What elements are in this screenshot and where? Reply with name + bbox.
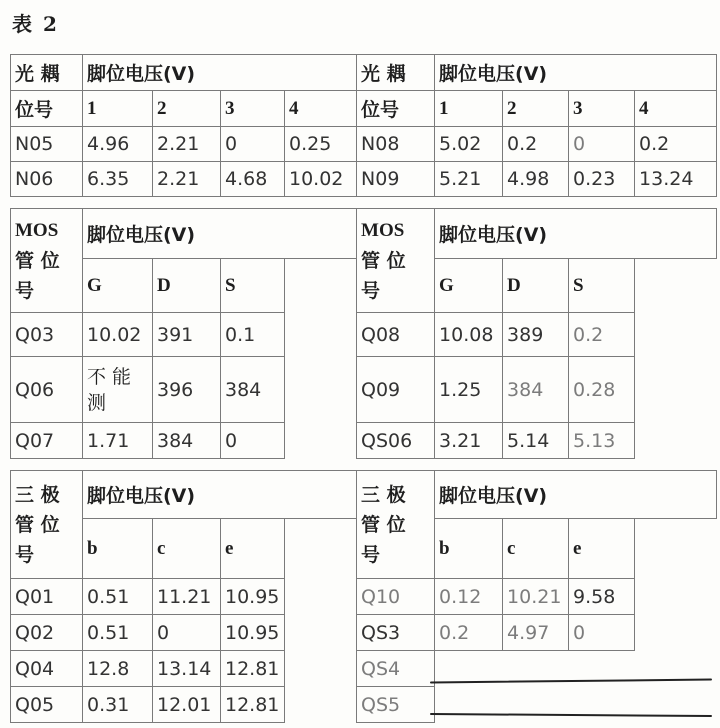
voltage-value: 0.1 <box>221 313 285 357</box>
opto-pin-left-4: 4 <box>285 91 357 127</box>
voltage-value: 12.8 <box>83 651 153 687</box>
transistor-voltage-header-left: 脚位电压(V) <box>83 471 357 519</box>
voltage-value: 4.98 <box>503 162 569 197</box>
empty-cell <box>285 519 357 579</box>
part-id: Q01 <box>11 579 83 615</box>
empty-cell <box>285 615 357 651</box>
voltage-value: 0.51 <box>83 615 153 651</box>
voltage-value: 0 <box>153 615 221 651</box>
voltage-value: 5.21 <box>435 162 503 197</box>
mos-pin-g-left: G <box>83 259 153 313</box>
voltage-value: 12.81 <box>221 651 285 687</box>
empty-cell <box>285 357 357 423</box>
empty-cell <box>635 423 717 459</box>
voltage-value: 0.51 <box>83 579 153 615</box>
voltage-value: 10.95 <box>221 615 285 651</box>
mos-voltage-header-right: 脚位电压(V) <box>435 209 717 259</box>
empty-cell <box>635 259 717 313</box>
empty-cell <box>635 313 717 357</box>
voltage-value: 5.13 <box>569 423 635 459</box>
voltage-value: 10.02 <box>83 313 153 357</box>
voltage-value: 0.31 <box>83 687 153 723</box>
mos-pin-g-right: G <box>435 259 503 313</box>
opto-label-left-2: 位号 <box>11 91 83 127</box>
voltage-value: 1.25 <box>435 357 503 423</box>
voltage-value: 391 <box>153 313 221 357</box>
table-row <box>11 127 717 162</box>
part-id: Q04 <box>11 651 83 687</box>
voltage-value: 4.68 <box>221 162 285 197</box>
empty-cell <box>635 519 717 579</box>
mos-pin-s-left: S <box>221 259 285 313</box>
part-id: Q03 <box>11 313 83 357</box>
mos-label-left: MOS 管 位 号 <box>11 209 83 313</box>
voltage-value: 6.35 <box>83 162 153 197</box>
voltage-value: 0 <box>221 127 285 162</box>
empty-cell <box>635 687 717 723</box>
empty-cell <box>285 313 357 357</box>
transistor-table <box>10 470 717 723</box>
voltage-value: 4.97 <box>503 615 569 651</box>
voltage-value: 389 <box>503 313 569 357</box>
voltage-value: 9.58 <box>569 579 635 615</box>
table-title: 表 2 <box>12 12 59 36</box>
voltage-value: 5.14 <box>503 423 569 459</box>
part-id: QS5 <box>357 687 435 723</box>
part-id: Q10 <box>357 579 435 615</box>
voltage-value: 12.01 <box>153 687 221 723</box>
voltage-value: 2.21 <box>153 162 221 197</box>
empty-cell <box>635 579 717 615</box>
voltage-value: 0 <box>221 423 285 459</box>
part-id: N05 <box>11 127 83 162</box>
voltage-value: 384 <box>153 423 221 459</box>
table-row <box>11 357 717 423</box>
empty-cell <box>503 687 569 723</box>
transistor-pin-e-right: e <box>569 519 635 579</box>
voltage-value: 11.21 <box>153 579 221 615</box>
empty-cell <box>285 651 357 687</box>
opto-pin-left-1: 1 <box>83 91 153 127</box>
voltage-value: 3.21 <box>435 423 503 459</box>
voltage-value: 0.2 <box>569 313 635 357</box>
opto-pin-right-2: 2 <box>503 91 569 127</box>
voltage-value: 5.02 <box>435 127 503 162</box>
voltage-value: 0.2 <box>503 127 569 162</box>
empty-cell <box>635 357 717 423</box>
opto-pin-right-3: 3 <box>569 91 635 127</box>
table-row <box>11 579 717 615</box>
part-id: Q09 <box>357 357 435 423</box>
mos-pin-s-right: S <box>569 259 635 313</box>
part-id: Q07 <box>11 423 83 459</box>
empty-cell <box>285 423 357 459</box>
voltage-value: 4.96 <box>83 127 153 162</box>
voltage-value: 396 <box>153 357 221 423</box>
part-id: Q05 <box>11 687 83 723</box>
transistor-pin-c-left: c <box>153 519 221 579</box>
opto-label-right-1: 光 耦 <box>357 55 435 91</box>
voltage-value: 0.23 <box>569 162 635 197</box>
empty-cell <box>285 579 357 615</box>
voltage-value: 0.28 <box>569 357 635 423</box>
opto-label-right-2: 位号 <box>357 91 435 127</box>
voltage-value: 12.81 <box>221 687 285 723</box>
part-id: Q08 <box>357 313 435 357</box>
transistor-label-right: 三 极 管 位 号 <box>357 471 435 579</box>
voltage-value: 0.2 <box>635 127 717 162</box>
opto-pin-left-3: 3 <box>221 91 285 127</box>
mos-pin-d-right: D <box>503 259 569 313</box>
voltage-value: 0.25 <box>285 127 357 162</box>
part-id: Q06 <box>11 357 83 423</box>
table-row <box>11 313 717 357</box>
voltage-value: 10.08 <box>435 313 503 357</box>
voltage-value: 13.24 <box>635 162 717 197</box>
part-id: N08 <box>357 127 435 162</box>
empty-cell <box>285 259 357 313</box>
transistor-pin-b-left: b <box>83 519 153 579</box>
voltage-value: 10.21 <box>503 579 569 615</box>
part-id: QS4 <box>357 651 435 687</box>
empty-cell <box>569 687 635 723</box>
voltage-value: 384 <box>221 357 285 423</box>
voltage-value: 2.21 <box>153 127 221 162</box>
opto-voltage-header-right: 脚位电压(V) <box>435 55 717 91</box>
opto-label-left-1: 光 耦 <box>11 55 83 91</box>
optocoupler-table <box>10 54 717 197</box>
table-row <box>11 687 717 723</box>
opto-pin-right-4: 4 <box>635 91 717 127</box>
voltage-value: 13.14 <box>153 651 221 687</box>
opto-pin-left-2: 2 <box>153 91 221 127</box>
not-measurable-note: 不 能 测 <box>83 357 153 423</box>
empty-cell <box>635 615 717 651</box>
voltage-value: 384 <box>503 357 569 423</box>
mos-label-right: MOS 管 位 号 <box>357 209 435 313</box>
part-id: QS3 <box>357 615 435 651</box>
table-row <box>11 615 717 651</box>
empty-cell <box>435 687 503 723</box>
opto-pin-right-1: 1 <box>435 91 503 127</box>
transistor-pin-e-left: e <box>221 519 285 579</box>
voltage-value: 0.12 <box>435 579 503 615</box>
table-row <box>11 423 717 459</box>
transistor-label-left: 三 极 管 位 号 <box>11 471 83 579</box>
part-id: Q02 <box>11 615 83 651</box>
voltage-value: 10.02 <box>285 162 357 197</box>
empty-cell <box>285 687 357 723</box>
opto-voltage-header-left: 脚位电压(V) <box>83 55 357 91</box>
voltage-value: 0 <box>569 615 635 651</box>
part-id: N06 <box>11 162 83 197</box>
part-id: QS06 <box>357 423 435 459</box>
voltage-value: 0.2 <box>435 615 503 651</box>
mos-table <box>10 208 717 459</box>
voltage-value: 10.95 <box>221 579 285 615</box>
voltage-value: 0 <box>569 127 635 162</box>
transistor-voltage-header-right: 脚位电压(V) <box>435 471 717 519</box>
mos-voltage-header-left: 脚位电压(V) <box>83 209 357 259</box>
voltage-value: 1.71 <box>83 423 153 459</box>
transistor-pin-b-right: b <box>435 519 503 579</box>
part-id: N09 <box>357 162 435 197</box>
mos-pin-d-left: D <box>153 259 221 313</box>
table-row <box>11 162 717 197</box>
transistor-pin-c-right: c <box>503 519 569 579</box>
